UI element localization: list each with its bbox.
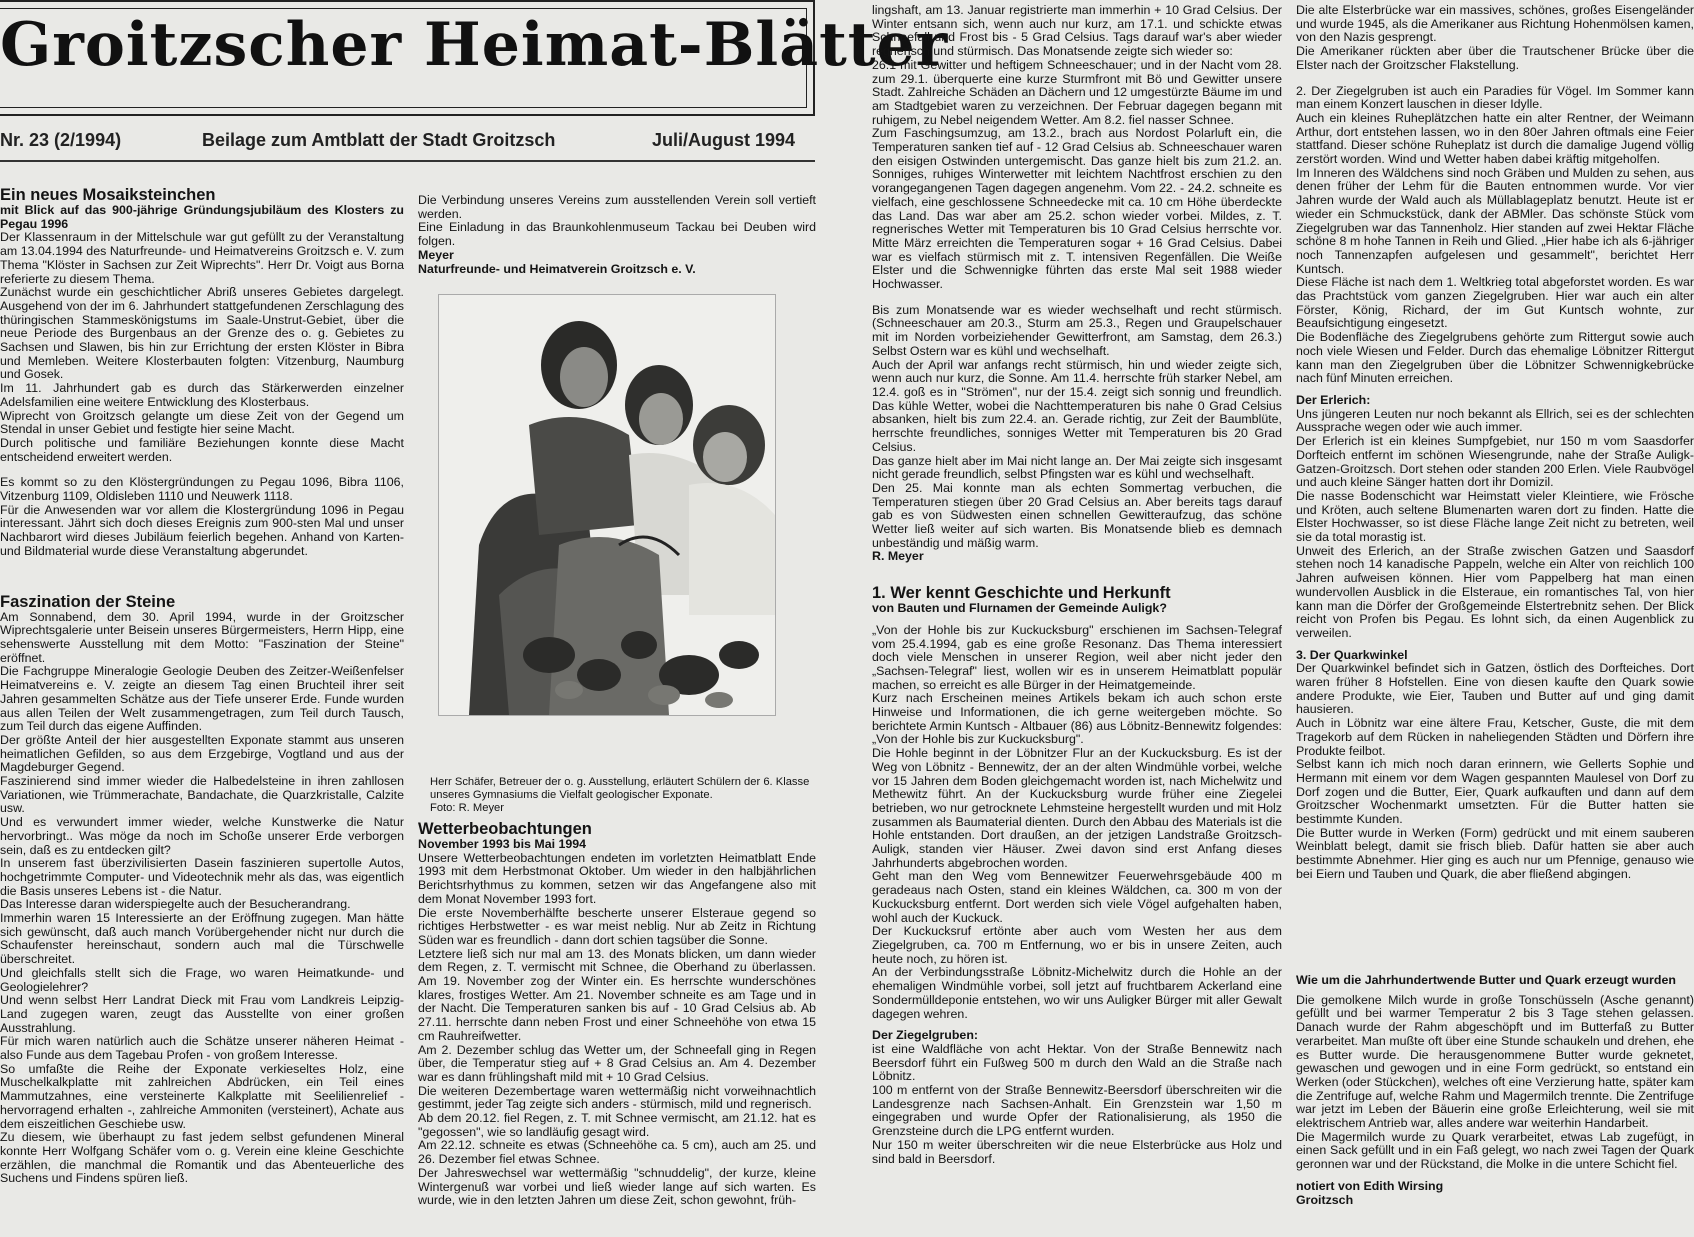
signature: Naturfreunde- und Heimatverein Groitzsch e. V. (418, 261, 696, 276)
paragraph: lingshaft, am 13. Januar registrierte man immerhin + 10 Grad Celsius. Der Winter entsann sich, wenn auch nur kurz, am 17.1. und schickte etwas Schneefall und Frost bis - 5 Grad Celsius. Tags darauf war's aber wieder regnerisch und stürmisch. Das Monatsende zeigte sich wieder so: (872, 3, 1282, 59)
section-heading: Der Ziegelgruben: (872, 1028, 979, 1043)
column-2-weather (418, 820, 816, 1208)
article-title: Wie um die Jahrhundertwende Butter und Quark erzeugt wurden (1296, 973, 1676, 987)
paragraph: Die Hohle beginnt in der Löbnitzer Flur an der Kuckucksburg. Es ist der Weg von Löbnitz - Bennewitz, der an der alten Windmühle vorbei, welche vor 15 Jahren dem Boden gleichgemacht worden ist, nach Michelwitz und Methewitz führt. An der Kuckucksburg wurde früher eine Ziegelei betrieben, wo nur getrocknete Lehmsteine hergestellt wurden und mit Holz zusammen als Baumaterial dienten. Durch den Abbau des Materials ist die Hohle entstanden. Dort draußen, an der jetzigen Landstraße Groitzsch-Auligk, standen vier Häuser. Zwei davon sind erst Anfang dieses Jahrhunderts abgebrochen worden. (872, 746, 1282, 870)
paragraph: Für die Anwesenden war vor allem die Klostergründung 1096 in Pegau interessant. Jährt sich doch dieses Ereignis zum 900-sten Mal und unser Nachbarort wird dieses Jubiläum feierlich begehen. Anhand von Karten- und Bildmaterial wurde diese Veranstaltung abgerundet. (0, 502, 404, 558)
paragraph: Am 22.12. schneite es etwas (Schneehöhe ca. 5 cm), auch am 25. und 26. Dezember fiel etwas Schnee. (418, 1138, 816, 1167)
paragraph: 2. Der Ziegelgruben ist auch ein Paradies für Vögel. Im Sommer kann man einem Konzert lauschen in dieser Idylle. (1296, 83, 1694, 112)
paragraph: An der Verbindungsstraße Löbnitz-Michelwitz durch die Hohle an der ehemaligen Windmühle vorbei, soll jetzt auf fruchtbarem Ackerland eine Sondermülldeponie entstehen, wo wir uns Auligker Bürger mit aller Gewalt dagegen wehren. (872, 965, 1282, 1021)
column-4-butter (1296, 974, 1694, 1207)
issue-number: Nr. 23 (2/1994) (0, 130, 122, 150)
paragraph: Die Amerikaner rückten aber über die Trautschener Brücke über die Elster nach der Groitzscher Flakstellung. (1296, 44, 1694, 72)
paragraph: Eine Einladung in das Braunkohlenmuseum Tackau bei Deuben wird folgen. (418, 220, 816, 249)
paragraph: Die Butter wurde in Werken (Form) gedrückt und mit einem sauberen Weinblatt belegt, damit sie frisch blieb. Dafür hatten sie aber auch bestimmte Abnehmer. Hier ging es auch nur um Pfennige, genauso wie bei Eiern und Tauben und Quark, die aber fließend abgingen. (1296, 825, 1694, 881)
paragraph: Der Quarkwinkel befindet sich in Gatzen, östlich des Dorfteiches. Dort waren früher 8 Hofstellen. Eine von diesen kaufte den Quark sowie andere Produkte, wie Eier, Tauben und Butter auf und ging damit hausieren. (1296, 661, 1694, 717)
issue-supplement: Beilage zum Amtblatt der Stadt Groitzsch (202, 130, 556, 150)
paragraph: Der größte Anteil der hier ausgestellten Exponate stammt aus unseren heimatlichen Gefilden, so aus dem Erzgebirge, Vogtland und aus der Magdeburger Gegend. (0, 732, 404, 775)
article-title: Ein neues Mosaiksteinchen (0, 186, 216, 204)
paragraph: Am Sonnabend, dem 30. April 1994, wurde in der Groitzscher Wiprechtsgalerie unter Beisein unseres Bürgermeisters, Herrn Hipp, eine sehenswerte Ausstellung mit dem Motto: "Faszination der Steine" eröffnet. (0, 609, 404, 665)
paragraph: Und wenn selbst Herr Landrat Dieck mit Frau vom Landkreis Leipzig-Land zugegen waren, zeugt das Ausstellte von einer großen Ausstrahlung. (0, 993, 404, 1035)
paragraph: Nur 150 m weiter überschreiten wir die neue Elsterbrücke aus Holz und sind bald in Beersdorf. (872, 1137, 1282, 1166)
column-4 (1296, 4, 1694, 882)
article-title: Wetterbeobachtungen (418, 820, 592, 838)
paragraph: Die alte Elsterbrücke war ein massives, schönes, großes Eisengeländer und wurde 1945, als die Amerikaner aus Richtung Hohenmölsen kamen, von den Nazis gesprengt. (1296, 3, 1694, 45)
paragraph: Kurz nach Erscheinen meines Artikels bekam ich auch schon erste Hinweise und Informationen, die ich gerne weitergeben möchte. So berichtete Armin Kuntsch - Altbauer (86) aus Löbnitz-Bennewitz folgendes: „Von der Hohle bis zur Kuckucksburg". (872, 691, 1282, 747)
paragraph: Im Inneren des Wäldchens sind noch Gräben und Mulden zu sehen, aus denen früher der Lehm für die Bauten entnommen wurde. Vor vier Jahren wurde der Wald auch als Müllablageplatz benutzt. Heute ist er wieder ein Schmuckstück, dank der ABMler. Das schönste Stück vom Ziegelgruben war das Tannenholz. Hier standen auf zwei Hektar Fläche schöne 8 m hohe Tannen in Reih und Glied. „Hier habe ich als 6-jähriger noch Tannenzapfen aufgelesen und gesammelt", berichtet Herr Kuntsch. (1296, 165, 1694, 276)
photo-credit: Foto: R. Meyer (430, 802, 504, 814)
paragraph: So umfaßte die Reihe der Exponate verkieseltes Holz, eine Muschelkalkplatte mit zahlreichen Abdrücken, ein Teil eines Mammutzahnes, eine versteinerte Kalkplatte mit Seelilienrelief - hervorragend erhalten -, zahlreiche Ammoniten (versteinert), Achate aus dem eiszeitlichen Geschiebe usw. (0, 1061, 404, 1131)
paragraph: Immerhin waren 15 Interessierte an der Eröffnung zugegen. Man hätte sich gewünscht, daß auch manch Vorübergehender nicht nur durch die Schaufenster hereinschaut, sondern auch mal die Türschwelle überschreitet. (0, 911, 404, 967)
paragraph: 100 m entfernt von der Straße Bennewitz-Beersdorf überschreiten wir die Landesgrenze nach Sachsen-Anhalt. Ein Grenzstein war 1,50 m eingegraben und wurde Opfer der Rationalisierung, als 1950 die Grenzsteine durch die LPG entfernt wurden. (872, 1083, 1282, 1139)
paragraph: Wiprecht von Groitzsch gelangte um diese Zeit von der Gegend um Stendal in unser Gebiet und festigte hier seine Macht. (0, 408, 404, 437)
paragraph: 26.1 mit Gewitter und heftigem Schneeschauer; und in der Nacht vom 28. zum 29.1. überquerte eine kurze Sturmfront mit Bö und Gewitter unsere Stadt. Zahlreiche Schäden an Dächern und 12 umgestürzte Bäume im und am Stadtgebiet waren zu verzeichnen. Der Februar dagegen begann mit ruhigem, zu Nebel neigendem Wetter. Am 8.2. fiel nasser Schnee. (872, 57, 1282, 127)
paragraph: Am 2. Dezember schlug das Wetter um, der Schneefall ging in Regen über, die Temperatur stieg auf + 8 Grad Celsius an. Am 4. Dezember war es dann frühlingshaft mild mit + 10 Grad Celsius. (418, 1042, 816, 1084)
signature: Meyer (418, 247, 454, 262)
paragraph: Uns jüngeren Leuten nur noch bekannt als Ellrich, sei es der schlechten Aussprache wegen oder wie auch immer. (1296, 406, 1694, 435)
paragraph: Der Kuckucksruf ertönte aber auch vom Westen her aus dem Ziegelgruben, ca. 700 m Entfernung, wo er bis in unsere Zeiten, auch heute noch, zu hören ist. (872, 924, 1282, 966)
article-subtitle: von Bauten und Flurnamen der Gemeinde Auligk? (872, 601, 1167, 616)
exhibition-photo (438, 294, 776, 716)
paragraph: Es kommt so zu den Klöstergründungen zu Pegau 1096, Bibra 1106, Vitzenburg 1109, Oldisleben 1110 und Neuwerk 1118. (0, 475, 404, 504)
paragraph: Zu diesem, wie überhaupt zu fast jedem selbst gefundenen Mineral konnte Herr Wolfgang Schäfer vom o. g. Verein eine kleine Geschichte erzählen, die manchmal die Romantik und das Abenteuerliche des Suchens und Findens spüren ließ. (0, 1130, 404, 1186)
paragraph: Unsere Wetterbeobachtungen endeten im vorletzten Heimatblatt Ende 1993 mit dem Herbstmonat Oktober. Um wieder in den halbjährlichen Berichtsrhythmus zu kommen, setzen wir das Angefangene also mit dem Monat November 1993 fort. (418, 850, 816, 906)
paragraph: Diese Fläche ist nach dem 1. Weltkrieg total abgeforstet worden. Es war das Prachtstück vom ganzen Ziegelgruben. Hier war auch ein alter Förster, König, Richard, der im Gut Kuntsch wohnte, zur Beaufsichtigung eingesetzt. (1296, 275, 1694, 331)
paragraph: Die weiteren Dezembertage waren wettermäßig nicht vorweihnachtlich gestimmt, jeder Tag zeigte sich anders - stürmisch, mild und regnerisch. (418, 1083, 816, 1112)
caption-text: Herr Schäfer, Betreuer der o. g. Ausstellung, erläutert Schülern der 6. Klasse unseres Gymnasiums die Vielfalt geologischer Exponate. (430, 776, 810, 801)
paragraph: Für mich waren natürlich auch die Schätze unserer näheren Heimat - also Funde aus dem Tagebau Profen - von großem Interesse. (0, 1034, 404, 1063)
paragraph: Letztere ließ sich nur mal am 13. des Monats blicken, um dann wieder dem Regen, z. T. vermischt mit Schnee, die Oberhand zu überlassen. Am 19. November zog der Winter ein. Es herrschte wunderschönes klares, frostiges Wetter. Am 21. November schneite es am Tage und in der Nacht. Die Temperaturen sanken bis auf - 10 Grad Celsius ab. Ab 27.11. herrschte dann neben Frost und einer Schneehöhe von etwa 15 cm Rauhreifwetter. (418, 946, 816, 1043)
paragraph: Im 11. Jahrhundert gab es durch das Stärkerwerden einzelner Adelsfamilien eine weitere Entwicklung des Klosterbaus. (0, 381, 404, 409)
paragraph: Bis zum Monatsende war es wieder wechselhaft und recht stürmisch. (Schneeschauer am 20.3., Sturm am 25.3., Regen und Graupelschauer mit im Norden vorbeiziehender Gewitterfront, am Samstag, dem 26.3.) Selbst Ostern war es kühl und wechselhaft. (872, 302, 1282, 358)
paragraph: Durch politische und familiäre Beziehungen konnte diese Macht entscheidend erweitert werden. (0, 435, 404, 464)
article-title: Faszination der Steine (0, 592, 176, 611)
paragraph: Der Jahreswechsel war wettermäßig "schnuddelig", der kurze, kleine Wintergenuß war vorbei und ließ wieder lange auf sich warten. Es wurde, wie in den letzten Jahren um diese Zeit, schon gewohnt, früh- (418, 1165, 816, 1208)
column-2 (418, 194, 816, 276)
paragraph: In unserem fast überzivilisierten Dasein faszinieren supertolle Autos, hochgetrimmte Computer- und Videotechnik mehr als das, was eigentlich die Basis unseres Lebens ist - die Natur. (0, 856, 404, 898)
section-heading: 3. Der Quarkwinkel (1296, 647, 1408, 662)
paragraph: Auch der April war anfangs recht stürmisch, hin und wieder zeigte sich, wenn auch nur kurz, die Sonne. Am 11.4. herrschte früh starker Nebel, am 12.4. goß es in "Strömen", nur der 15.4. zeigt sich sonnig und freundlich. Das kühle Wetter, wobei die Nachttemperaturen bis nahe 0 Grad Celsius absanken, hielt bis zum 22.4. an. Gerade richtig, zur Zeit der Baumblüte, herrschte freundliches, sonniges Wetter mit Temperaturen bis 20 Grad Celsius. (872, 357, 1282, 454)
paragraph: Zunächst wurde ein geschichtlicher Abriß unseres Gebietes dargelegt. Ausgehend von der im 6. Jahrhundert stattgefundenen Zerschlagung des thüringischen Stammeskönigstums im Saale-Unstrut-Gebiet, über die neue Periode des Burgenbaus an der Grenze des o. g. Gebietes zu Sachsen und Slawen, bis hin zur Errichtung der ersten Klöster in Bibra und Memleben. Weitere Klosterbauten folgten: Vitzenburg, Naumburg und Gosek. (0, 285, 404, 382)
paragraph: Die Bodenfläche des Ziegelgrubens gehörte zum Rittergut sowie auch noch viele Wiesen und Felder. Durch das ehemalige Löbnitzer Rittergut kann man den Ziegelgruben über die Löbnitzer Schwennigkebrücke nach fünf Minuten erreichen. (1296, 330, 1694, 386)
issue-date: Juli/August 1994 (652, 130, 796, 150)
paragraph: Den 25. Mai konnte man als echten Sommertag verbuchen, die Temperaturen stiegen über 20 Grad Celsius an. Aber bereits tags darauf gab es von Südwesten einen schnellen Gewitteraufzug, das schöne Wetter ließ weiter auf sich warten. Bis Monatsende blieb es demnach unbeständig und mäßig warm. (872, 480, 1282, 550)
paragraph: Und gleichfalls stellt sich die Frage, wo waren Heimatkunde- und Geologielehrer? (0, 965, 404, 994)
paragraph: Das ganze hielt aber im Mai nicht lange an. Der Mai zeigte sich insgesamt nicht gerade freundlich, selbst Pfingsten war es kühl und wechselhaft. (872, 453, 1282, 482)
paragraph: Auch ein kleines Ruheplätzchen hatte ein alter Rentner, der Weimann Arthur, dort entstehen lassen, wo in den 80er Jahren oftmals eine Feier stattfand. Dieser schöne Ruheplatz ist durch die damalige Jugend völlig zerstört worden. Wind und Wetter haben dabei kräftig mitgeholfen. (1296, 110, 1694, 167)
article-title: 1. Wer kennt Geschichte und Herkunft (872, 584, 1171, 603)
masthead-title: Groitzscher Heimat-Blätter (0, 10, 949, 80)
issue-bar (0, 130, 815, 156)
paragraph: Selbst kann ich mich noch daran erinnern, wie Gellerts Sophie und Hermann mit einem vor dem Wagen gespannten Maulesel von Dorf zu Dorf zogen und die Butter, Eier, Quark aufkauften und dann auf dem Groitzscher Wochenmarkt umsetzten. Für die Butter hatten sie bestimmte Kunden. (1296, 757, 1694, 827)
paragraph: Der Erlerich ist ein kleines Sumpfgebiet, nur 150 m vom Saasdorfer Dorfteich entfernt im schönen Wiesengrunde, nahe der Straße Auligk-Gatzen-Groitzsch. Dort stehen oder standen 200 Erlen. Viele Raubvögel und auch kleine Sänger hatten dort ihr Domizil. (1296, 434, 1694, 490)
paragraph: Ab dem 20.12. fiel Regen, z. T. mit Schnee vermischt, am 21.12. hat es "gegossen", wie so landläufig gesagt wird. (418, 1111, 816, 1139)
masthead-frame (0, 0, 949, 116)
paragraph: Die erste Novemberhälfte bescherte unserer Elsteraue gegend so richtiges Herbstwetter - es war meist neblig. Nur ab Zeitz in Richtung Süden war es freundlich - dann dort schien tagsüber die Sonne. (418, 905, 816, 947)
paragraph: Und es verwundert immer wieder, welche Kunstwerke die Natur hervorbringt.. Was möge da noch im Schoße unserer Erde verborgen sein, daß es zu entdecken gilt? (0, 815, 404, 857)
paragraph: „Von der Hohle bis zur Kuckucksburg" erschienen im Sachsen-Telegraf vom 25.4.1994, gab es eine große Resonanz. Das Thema interessiert doch viele Menschen in unserer Region, weil aber nicht jeder den „Sachsen-Telegraf" liest, wollen wir es in unserem Heimatblatt populär machen, so erreicht es alle Bürger in der Heimatgemeinde. (872, 622, 1282, 692)
paragraph: Das Interesse daran widerspiegelte auch der Besucherandrang. (0, 897, 351, 912)
signature: Groitzsch (1296, 1192, 1354, 1207)
paragraph: Die Fachgruppe Mineralogie Geologie Deuben des Zeitzer-Weißenfelser Heimatvereins e. V. zeigte an diesem Tag einen Bruchteil ihrer seit Jahren gesammelten Schätze aus der Tiefe unserer Erde. Funde wurden aus allen Teilen der Welt zusammengetragen, zum Teil durch Tausch, zum Teil durch das eigene Auffinden. (0, 664, 404, 734)
paragraph: ist eine Waldfläche von acht Hektar. Von der Straße Bennewitz nach Beersdorf führt ein Fußweg 500 m durch den Wald an die Straße nach Löbnitz. (872, 1041, 1282, 1084)
paragraph: Die nasse Bodenschicht war Heimstatt vieler Kleintiere, wie Frösche und Kröten, auch seltene Blumenarten waren dort zu finden. Hatte die Elster Hochwasser, so ist diese Fläche lange Zeit nicht zu betreten, weil sie da total morastig ist. (1296, 488, 1694, 545)
paragraph: Auch in Löbnitz war eine ältere Frau, Ketscher, Guste, die mit dem Tragekorb auf dem Rücken in naheliegenden Städten und Dörfern ihre Produkte feilbot. (1296, 716, 1694, 758)
paragraph: Faszinierend sind immer wieder die Halbedelsteine in ihren zahllosen Variationen, wie Trümmerachate, Bandachate, die Quarzkristalle, Calzite usw. (0, 774, 404, 816)
photo-illustration (439, 295, 775, 715)
paragraph: Die Magermilch wurde zu Quark verarbeitet, etwas Lab zugefügt, in einen Sack gefüllt und in ein Faß gelegt, wo nach zwei Tagen der Quark geronnen war und der Rückstand, die Molke in die untere Schicht fiel. (1296, 1129, 1694, 1172)
paragraph: Geht man den Weg vom Bennewitzer Feuerwehrsgebäude 400 m geradeaus nach Osten, stand ein kleines Wäldchen, ca. 300 m von der Kuckucksburg entfernt. Dort werden sich viele Vögel aufgehalten haben, wohl auch der Kuckuck. (872, 869, 1282, 925)
paragraph: Die gemolkene Milch wurde in große Tonschüsseln (Asche genannt) gefüllt und bei warmer Temperatur 2 bis 3 Tage stehen gelassen. Danach wurde der Rahm abgeschöpft und im Butterfaß zu Butter verarbeitet. Man mußte oft über eine Stunde schaukeln und drehen, ehe es Butter wurde. Die herausgenommene Butter wurde geknetet, gewaschen und gewogen und in eine Form gedrückt, so entstand ein Werken (oder Stückchen), welches oft eine Verzierung hatte, später kam die Zentrifuge auf, welche Rahm und Magermilch trennte. Die Zentrifuge war jetzt im Leben der Bäuerin eine große Erleichterung, weil sie mit elektrischem Antrieb war, alles andere war weiterhin Handarbeit. (1296, 992, 1694, 1131)
article-subtitle: November 1993 bis Mai 1994 (418, 837, 587, 851)
column-1 (0, 186, 404, 1186)
masthead-rule (0, 160, 815, 162)
signature: notiert von Edith Wirsing (1296, 1178, 1444, 1193)
paragraph: Die Verbindung unseres Vereins zum ausstellenden Verein soll vertieft werden. (418, 193, 816, 221)
article-subtitle: mit Blick auf das 900-jährige Gründungsjubiläum des Klosters zu Pegau 1996 (0, 203, 404, 231)
photo-caption (430, 776, 810, 815)
paragraph: Zum Faschingsumzug, am 13.2., brach aus Nordost Polarluft ein, die Temperaturen sanken tief auf - 12 Grad Celsius ab. Schneeschauer waren den eisigen Ostwinden untergemischt. Das ganze hielt bis zum 21.2. an. Sonniges, ruhiges Winterwetter mit leichtem Nachtfrost erschien zu den vorangegangenen Tagen dagegen angenehm. Vom 22. - 24.2. schneite es vielfach, eine geschlossene Schneedecke mit ca. 10 cm Höhe überdeckte das Land. Das war aber am 25.2. schon wieder vorbei. Mildes, z. T. regnerisches Wetter mit Temperaturen bis 10 Grad Celsius herrschte vor. Mitte März erreichten die Temperaturen sogar + 16 Grad Celsius. Dabei war es vielfach stürmisch mit z. T. intensiven Regenfällen. Die Weiße Elster und die Schwennigke führten das erste Mal seit 1988 wieder Hochwasser. (872, 126, 1282, 292)
paragraph: Der Klassenraum in der Mittelschule war gut gefüllt zu der Veranstaltung am 13.04.1994 des Naturfreunde- und Heimatvereins Groitzsch e. V. zum Thema "Klöster in Sachsen zur Zeit Wiprechts". Herr Dr. Voigt aus Borna referierte zu diesem Thema. (0, 230, 404, 286)
signature: R. Meyer (872, 549, 924, 564)
paragraph: Unweit des Erlerich, an der Straße zwischen Gatzen und Saasdorf stehen noch 14 kanadische Pappeln, welche ein Alter von reichlich 100 Jahren aufweisen können. Hier vom Pappelberg hat man einen wundervollen Ausblick in die Elsteraue, ein romantisches Tal, von hier kann man die Dörfer der Großgemeinde Elstertrebnitz sehen. Der Blick reicht von Profen bis Pegau. Es lohnt sich, da einen Augenblick zu verweilen. (1296, 543, 1694, 640)
section-heading: Der Erlerich: (1296, 392, 1371, 407)
column-3 (872, 4, 1282, 1166)
